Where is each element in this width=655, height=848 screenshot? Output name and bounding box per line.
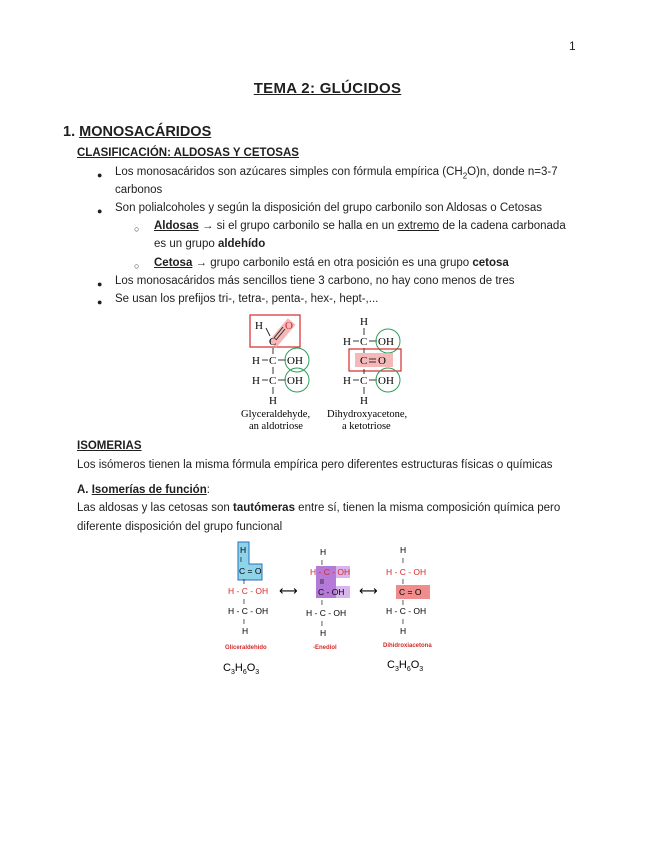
dihydroxyacetone-caption-2: a ketotriose	[342, 421, 391, 432]
bullet-text-4: Se usan los prefijos tri-, tetra-, penta-, hex-, hept-,...	[115, 293, 379, 305]
section-number: 1.	[63, 124, 76, 140]
atom-H: H	[255, 320, 263, 332]
isomerias-funcion-heading	[77, 481, 210, 499]
bond: I	[402, 619, 404, 626]
formula-sub: 3	[394, 666, 399, 673]
atom-H: H	[343, 336, 351, 348]
atom-OH: OH	[287, 375, 303, 387]
bond: I	[402, 600, 404, 607]
dihidroxiacetona-structure	[383, 545, 432, 673]
hydroxyl-group: H - C - OH	[228, 586, 269, 596]
enediol-hydroxyl: H - C - OH	[310, 567, 351, 577]
atom-O: O	[285, 320, 293, 332]
bond: I	[402, 558, 404, 565]
atom-H: H	[320, 547, 327, 557]
formula-sub: 3	[230, 669, 235, 676]
gliceraldehido-structure	[223, 542, 268, 676]
bullet-text-3: Los monosacáridos más sencillos tiene 3 carbono, no hay cono menos de tres	[115, 275, 515, 287]
page-title: TEMA 2: GLÚCIDOS	[253, 80, 402, 97]
bullet-text-2: Son polialcoholes y según la disposición del grupo carbonilo son Aldosas o Cetosas	[115, 202, 543, 214]
formula-sub: 3	[419, 666, 424, 673]
isomerias-heading: ISOMERIAS	[77, 440, 142, 452]
molecular-formula-left	[223, 662, 259, 676]
bond: I	[321, 600, 323, 607]
enediol-structure	[306, 547, 350, 651]
bullet-dot: ●	[97, 297, 103, 307]
atom-OH: OH	[378, 375, 394, 387]
atom-C: C	[269, 375, 277, 387]
glyceraldehyde-caption-2: an aldotriose	[249, 421, 303, 432]
bullet-1-post: O)n, donde n=3-7	[467, 166, 558, 178]
bond: I	[243, 619, 245, 626]
hydroxyl-group: H - C - OH	[386, 567, 427, 577]
gliceraldehido-label: Gliceraldehído	[225, 645, 267, 651]
hydroxyl-group: H - C - OH	[386, 606, 427, 616]
isomerias-text: Los isómeros tienen la misma fórmula empírica pero diferentes estructuras físicas o químicas	[77, 459, 553, 471]
sub-bullet-circle: ○	[134, 261, 140, 271]
atom-C: C	[269, 336, 277, 348]
atom-OH: OH	[378, 336, 394, 348]
atom-H: H	[252, 375, 260, 387]
aldosas-bold: aldehído	[217, 238, 266, 250]
dihidroxiacetona-label: Dihidroxiacetona	[383, 643, 432, 649]
bond	[266, 328, 270, 336]
bond: I	[321, 621, 323, 628]
atom-H: H	[343, 375, 351, 387]
tautomerism-figure	[215, 538, 455, 678]
atom-H: H	[400, 626, 407, 636]
atom-H: H	[360, 316, 368, 328]
p1-bold: tautómeras	[232, 502, 295, 514]
atom-C: C	[360, 355, 368, 367]
double-bond: II	[320, 579, 324, 586]
formula-O: O	[246, 662, 256, 674]
formula-sub: 3	[255, 669, 260, 676]
isomerias-a-label: A.	[77, 484, 92, 496]
bullet-text-1-cont: carbonos	[115, 184, 163, 196]
subheading-clasificacion: CLASIFICACIÓN: ALDOSAS Y CETOSAS	[77, 147, 299, 159]
p1-pre: Las aldosas y las cetosas son	[77, 502, 233, 514]
atom-H: H	[240, 545, 247, 555]
sub-bullet-circle: ○	[134, 224, 140, 234]
section-heading-text: MONOSACÁRIDOS	[79, 124, 212, 140]
hydroxyl-group: H - C - OH	[306, 608, 347, 618]
formula-H: H	[234, 662, 243, 674]
aldosas-pre: → si el grupo carbonilo se halla en un	[198, 220, 398, 232]
sub-bullet-cetosa	[154, 254, 509, 272]
bullet-text-1	[115, 163, 558, 185]
atom-O: O	[378, 355, 386, 367]
atom-H: H	[400, 545, 407, 555]
enediol-label: -Enediol	[313, 645, 337, 651]
carbonyl-group: C = O	[399, 587, 422, 597]
bond: I	[402, 579, 404, 586]
atom-C: C	[269, 355, 277, 367]
formula-H: H	[398, 659, 407, 671]
sub-bullet-aldosas	[154, 217, 566, 235]
formula-sub: 6	[242, 669, 247, 676]
hydroxyl-group: H - C - OH	[228, 606, 269, 616]
dihydroxyacetone-caption-1: Dihydroxyacetone,	[327, 409, 408, 420]
molecular-formula-right	[387, 659, 423, 673]
bullet-dot: ●	[97, 279, 103, 289]
triose-structures-figure	[236, 310, 426, 435]
atom-H: H	[269, 395, 277, 407]
atom-OH: OH	[287, 355, 303, 367]
bullet-dot: ●	[97, 206, 103, 216]
aldosas-post: de la cadena carbonada	[439, 220, 566, 232]
bond: I	[243, 599, 245, 606]
glyceraldehyde-caption-1: Glyceraldehyde,	[241, 409, 311, 420]
cetosa-pre: → grupo carbonilo está en otra posición es una grupo	[192, 257, 473, 269]
aldosas-extremo: extremo	[397, 220, 440, 232]
sub-bullet-aldosas-cont	[154, 235, 265, 253]
atom-H: H	[320, 628, 327, 638]
isomerias-paragraph-2: diferente disposición del grupo funcional	[77, 521, 283, 533]
cetosa-term: Cetosa	[154, 257, 193, 269]
equilibrium-arrow: ⟷	[279, 583, 298, 598]
atom-H: H	[252, 355, 260, 367]
aldosas-term: Aldosas	[154, 220, 199, 232]
bullet-1-pre: Los monosacáridos son azúcares simples con fórmula empírica (CH	[115, 166, 463, 178]
bullet-dot: ●	[97, 170, 103, 180]
formula-O: O	[410, 659, 420, 671]
glyceraldehyde-structure	[241, 315, 310, 432]
cetosa-bold: cetosa	[472, 257, 509, 269]
formula-C: C	[387, 659, 395, 671]
equilibrium-arrow: ⟷	[359, 583, 378, 598]
bond: I	[321, 560, 323, 567]
aldosas-cont-pre: es un grupo	[154, 238, 218, 250]
isomerias-a-heading: Isomerías de función	[91, 484, 207, 496]
enediol-hydroxyl: C - OH	[318, 587, 345, 597]
atom-H: H	[360, 395, 368, 407]
dihydroxyacetone-structure	[327, 316, 407, 432]
bullet-1-sub: 2	[462, 171, 468, 181]
isomerias-a-colon: :	[206, 484, 210, 496]
section-heading-monosacaridos	[63, 124, 211, 140]
isomerias-paragraph-1	[77, 499, 560, 517]
formula-sub: 6	[406, 666, 411, 673]
p1-post: entre sí, tienen la misma composición química pero	[294, 502, 561, 514]
bond: I	[243, 579, 245, 586]
atom-C: C	[360, 336, 368, 348]
carbonyl-group: C = O	[239, 566, 262, 576]
bond: I	[240, 557, 242, 564]
formula-C: C	[223, 662, 231, 674]
atom-H: H	[242, 626, 249, 636]
atom-C: C	[360, 375, 368, 387]
page-number: 1	[569, 39, 576, 53]
